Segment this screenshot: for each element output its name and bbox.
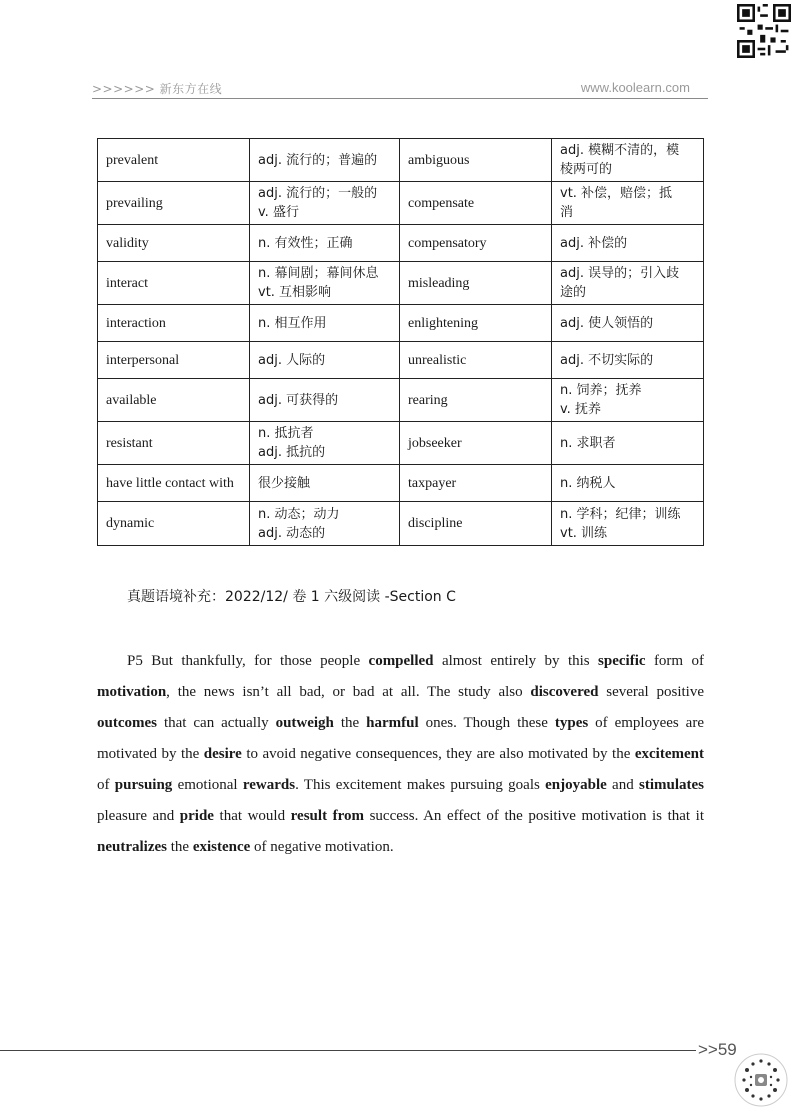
table-row	[98, 305, 704, 342]
highlighted-word: rewards	[242, 777, 296, 793]
word-cell: prevalent	[98, 139, 250, 182]
definition-cell: adj. 补偿的	[552, 225, 704, 262]
paragraph-text: emotional	[172, 777, 243, 793]
word-cell: taxpayer	[400, 465, 552, 502]
definition-cell: adj. 可获得的	[250, 379, 400, 422]
word-cell: enlightening	[400, 305, 552, 342]
highlighted-word: result from	[290, 808, 365, 824]
footer-divider	[0, 1050, 696, 1051]
table-row	[98, 502, 704, 546]
highlighted-word: enjoyable	[545, 777, 607, 793]
header-website: www.koolearn.com	[580, 80, 690, 95]
definition-cell: adj. 不切实际的	[552, 342, 704, 379]
paragraph-text: of	[97, 777, 115, 793]
table-row	[98, 342, 704, 379]
table-row	[98, 379, 704, 422]
word-cell: interaction	[98, 305, 250, 342]
highlighted-word: pursuing	[114, 777, 173, 793]
highlighted-word: outweigh	[275, 715, 334, 731]
qr-code-icon	[733, 1052, 789, 1108]
word-cell: interact	[98, 262, 250, 305]
paragraph-text: and	[606, 777, 639, 793]
reading-paragraph	[97, 646, 704, 863]
definition-cell: n. 饲养；抚养 v. 抚养	[552, 379, 704, 422]
highlighted-word: neutralizes	[97, 839, 167, 855]
definition-cell: vt. 补偿，赔偿；抵 消	[552, 182, 704, 225]
highlighted-word: motivation	[97, 684, 167, 700]
word-cell: have little contact with	[98, 465, 250, 502]
qr-code-icon	[737, 4, 791, 58]
highlighted-word: desire	[203, 746, 242, 762]
paragraph-text: P5 But thankfully, for those people	[127, 653, 369, 669]
vocabulary-table	[97, 138, 704, 546]
highlighted-word: specific	[598, 653, 646, 669]
table-row	[98, 139, 704, 182]
word-cell: rearing	[400, 379, 552, 422]
paragraph-text: of negative motivation.	[250, 839, 394, 855]
table-row	[98, 182, 704, 225]
highlighted-word: excitement	[634, 746, 704, 762]
definition-cell: n. 动态；动力 adj. 动态的	[250, 502, 400, 546]
paragraph-text: the	[166, 839, 193, 855]
header-divider	[92, 98, 708, 99]
definition-cell: n. 求职者	[552, 422, 704, 465]
context-source-line: 真题语境补充：2022/12/ 卷 1 六级阅读 -Section C	[127, 589, 456, 605]
highlighted-word: harmful	[366, 715, 419, 731]
paragraph-text: of employees are motivated by the	[97, 715, 704, 762]
paragraph-text: pleasure and	[97, 808, 180, 824]
table-row	[98, 465, 704, 502]
word-cell: interpersonal	[98, 342, 250, 379]
paragraph-text: . This excitement makes pursuing goals	[295, 777, 546, 793]
word-cell: dynamic	[98, 502, 250, 546]
highlighted-word: outcomes	[97, 715, 157, 731]
definition-cell: n. 纳税人	[552, 465, 704, 502]
definition-cell: adj. 人际的	[250, 342, 400, 379]
page-number: >>59	[698, 1040, 737, 1059]
definition-cell: 很少接触	[250, 465, 400, 502]
table-row	[98, 422, 704, 465]
definition-cell: adj. 误导的；引入歧 途的	[552, 262, 704, 305]
paragraph-text: form of	[645, 653, 704, 669]
paragraph-text: the	[333, 715, 367, 731]
highlighted-word: types	[554, 715, 589, 731]
word-cell: discipline	[400, 502, 552, 546]
definition-cell: n. 学科；纪律；训练 vt. 训练	[552, 502, 704, 546]
table-row	[98, 262, 704, 305]
header-brand: >>>>>> 新东方在线	[92, 82, 223, 96]
paragraph-text: to avoid negative consequences, they are also motivated by the	[241, 746, 635, 762]
highlighted-word: compelled	[368, 653, 434, 669]
definition-cell: adj. 使人领悟的	[552, 305, 704, 342]
highlighted-word: discovered	[530, 684, 599, 700]
definition-cell: adj. 模糊不清的，模 棱两可的	[552, 139, 704, 182]
word-cell: available	[98, 379, 250, 422]
paragraph-text: ones. Though these	[418, 715, 555, 731]
highlighted-word: pride	[179, 808, 214, 824]
definition-cell: n. 幕间剧；幕间休息 vt. 互相影响	[250, 262, 400, 305]
definition-cell: adj. 流行的；普遍的	[250, 139, 400, 182]
word-cell: prevailing	[98, 182, 250, 225]
definition-cell: n. 抵抗者 adj. 抵抗的	[250, 422, 400, 465]
paragraph-text: several positive	[598, 684, 704, 700]
word-cell: jobseeker	[400, 422, 552, 465]
highlighted-word: stimulates	[638, 777, 704, 793]
highlighted-word: existence	[192, 839, 251, 855]
paragraph-text: success. An effect of the positive motivation is that it	[364, 808, 704, 824]
definition-cell: n. 有效性；正确	[250, 225, 400, 262]
word-cell: compensate	[400, 182, 552, 225]
paragraph-text: , the news isn’t all bad, or bad at all. The study also	[166, 684, 531, 700]
paragraph-text: that would	[213, 808, 291, 824]
word-cell: unrealistic	[400, 342, 552, 379]
word-cell: misleading	[400, 262, 552, 305]
word-cell: validity	[98, 225, 250, 262]
word-cell: ambiguous	[400, 139, 552, 182]
word-cell: resistant	[98, 422, 250, 465]
paragraph-text: almost entirely by this	[433, 653, 599, 669]
definition-cell: adj. 流行的；一般的 v. 盛行	[250, 182, 400, 225]
word-cell: compensatory	[400, 225, 552, 262]
definition-cell: n. 相互作用	[250, 305, 400, 342]
table-row	[98, 225, 704, 262]
paragraph-text: that can actually	[157, 715, 276, 731]
